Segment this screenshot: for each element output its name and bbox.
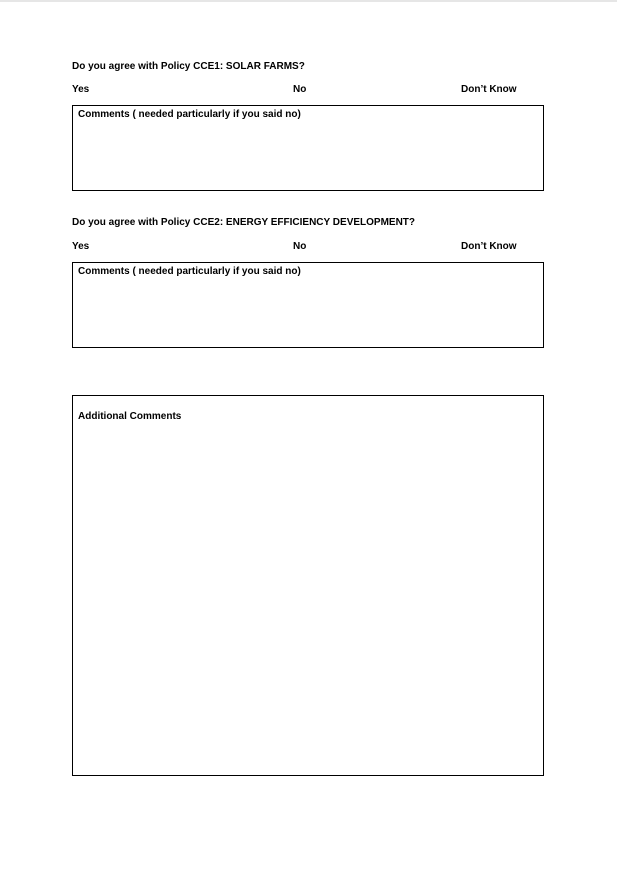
question-1-dont-know-option[interactable]: Don’t Know — [461, 84, 517, 95]
additional-comments-label: Additional Comments — [78, 411, 182, 422]
page-top-border — [0, 0, 617, 2]
question-2-comments-box[interactable] — [72, 262, 544, 348]
question-1-comments-box[interactable] — [72, 105, 544, 191]
question-2-text: Do you agree with Policy CCE2: ENERGY EFFICIENCY DEVELOPMENT? — [72, 217, 416, 228]
question-2-no-option[interactable]: No — [293, 241, 307, 252]
question-1-yes-option[interactable]: Yes — [72, 84, 90, 95]
question-1-no-option[interactable]: No — [293, 84, 307, 95]
question-1-comments-label: Comments ( needed particularly if you said no) — [78, 109, 301, 120]
question-2-comments-label: Comments ( needed particularly if you said no) — [78, 266, 301, 277]
additional-comments-box[interactable] — [72, 395, 544, 776]
question-2-dont-know-option[interactable]: Don’t Know — [461, 241, 517, 252]
question-2-yes-option[interactable]: Yes — [72, 241, 90, 252]
question-1-text: Do you agree with Policy CCE1: SOLAR FARMS? — [72, 61, 305, 72]
